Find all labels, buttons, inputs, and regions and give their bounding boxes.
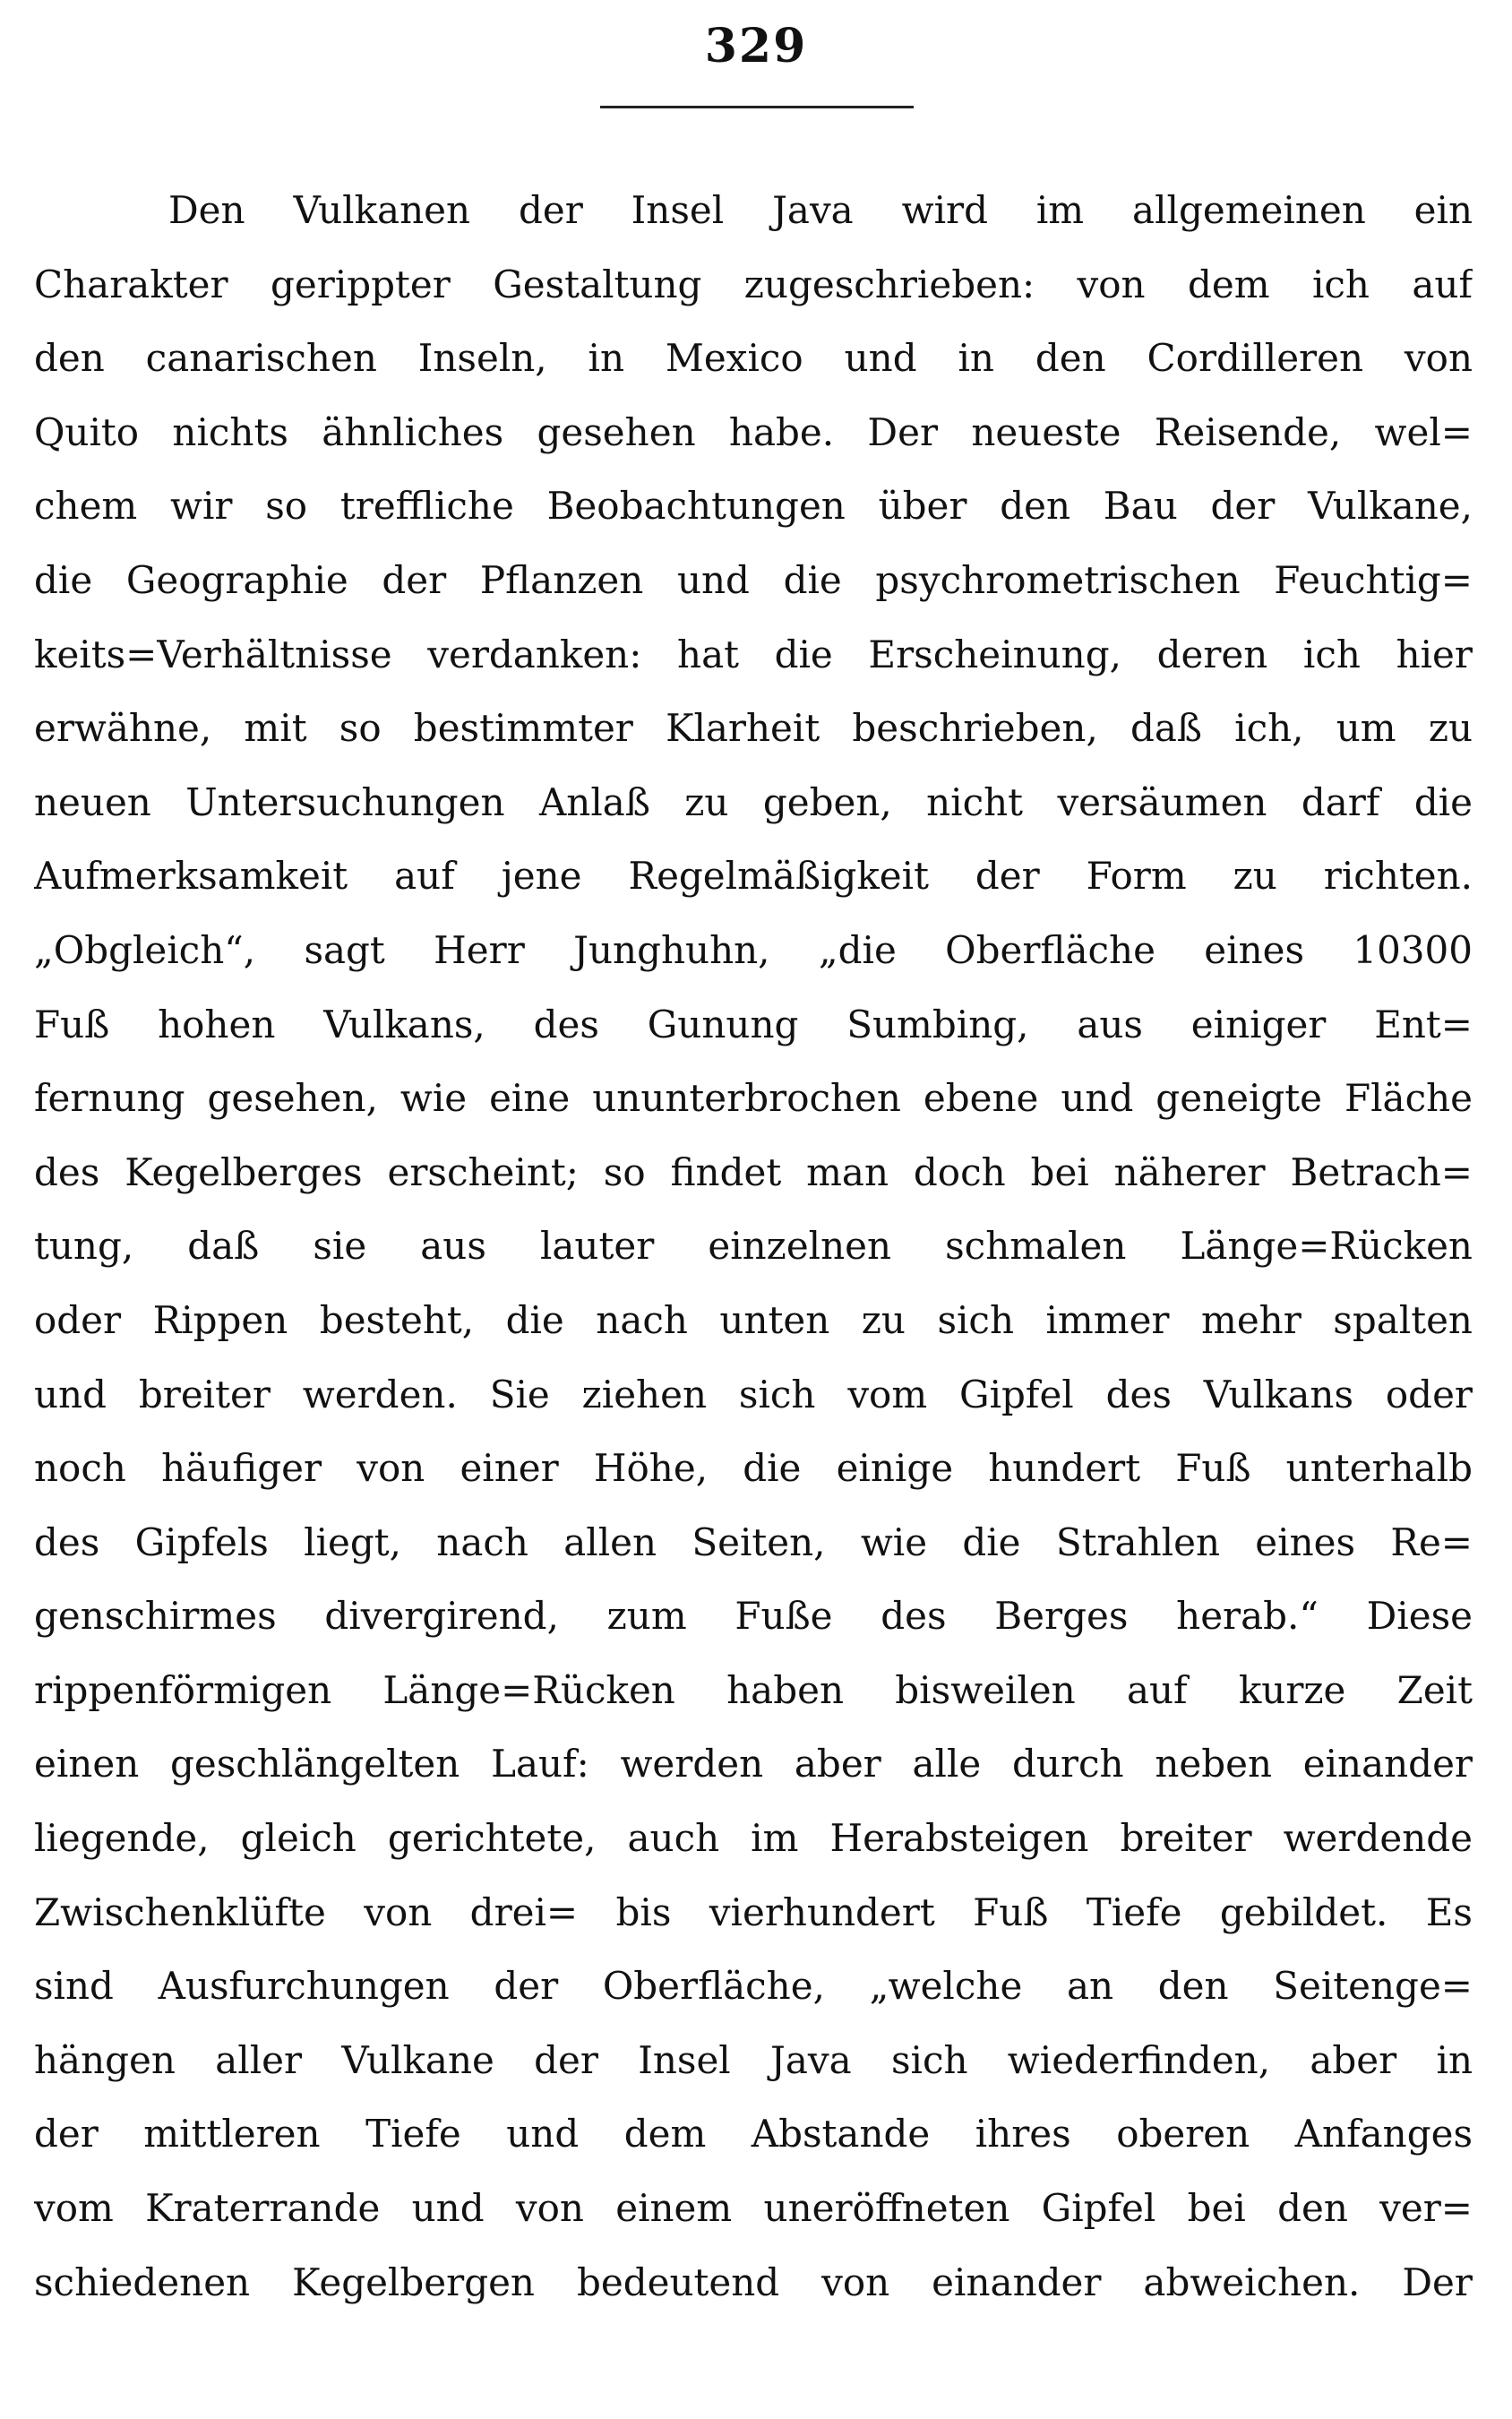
text-line: des Kegelberges erscheint; so findet man doch bei näherer Betrach=	[34, 1149, 1473, 1194]
text-line: fernung gesehen, wie eine ununterbrochen ebene und geneigte Fläche	[34, 1076, 1473, 1121]
text-line: noch häufiger von einer Höhe, die einige hundert Fuß unterhalb	[34, 1446, 1473, 1491]
text-line: die Geographie der Pflanzen und die psychrometrischen Feuchtig=	[34, 557, 1473, 602]
header-rule	[600, 106, 914, 108]
text-line: den canarischen Inseln, in Mexico und in den Cordilleren von	[34, 336, 1473, 381]
text-line: Zwischenklüfte von drei= bis vierhundert Fuß Tiefe gebildet. Es	[34, 1890, 1473, 1934]
text-line: vom Kraterrande und von einem uneröffneten Gipfel bei den ver=	[34, 2186, 1473, 2231]
text-line: Quito nichts ähnliches gesehen habe. Der neueste Reisende, wel=	[34, 409, 1473, 454]
text-line: Den Vulkanen der Insel Java wird im allgemeinen ein	[168, 188, 1473, 232]
text-line: des Gipfels liegt, nach allen Seiten, wie die Strahlen eines Re=	[34, 1519, 1473, 1564]
text-line: sind Ausfurchungen der Oberfläche, „welche an den Seitenge=	[34, 1964, 1473, 2009]
text-line: genschirmes divergirend, zum Fuße des Berges herab.“ Diese	[34, 1594, 1473, 1639]
text-line: chem wir so treffliche Beobachtungen über den Bau der Vulkane,	[34, 484, 1473, 529]
text-line: neuen Untersuchungen Anlaß zu geben, nicht versäumen darf die	[34, 779, 1473, 824]
text-line: und breiter werden. Sie ziehen sich vom Gipfel des Vulkans oder	[34, 1372, 1473, 1416]
text-line: hängen aller Vulkane der Insel Java sich wiederfinden, aber in	[34, 2037, 1473, 2082]
text-line: einen geschlängelten Lauf: werden aber alle durch neben einander	[34, 1742, 1473, 1786]
text-line: der mittleren Tiefe und dem Abstande ihres oberen Anfanges	[34, 2112, 1473, 2156]
text-line: Charakter gerippter Gestaltung zugeschrieben: von dem ich auf	[34, 262, 1473, 306]
page-number: 329	[704, 19, 808, 73]
text-line: „Obgleich“, sagt Herr Junghuhn, „die Oberfläche eines 10300	[34, 927, 1473, 972]
text-line: Fuß hohen Vulkans, des Gunung Sumbing, aus einiger Ent=	[34, 1002, 1473, 1046]
text-line: schiedenen Kegelbergen bedeutend von einander abweichen. Der	[34, 2260, 1473, 2304]
text-line: Aufmerksamkeit auf jene Regelmäßigkeit der Form zu richten.	[34, 854, 1473, 899]
text-line: rippenförmigen Länge=Rücken haben bisweilen auf kurze Zeit	[34, 1667, 1473, 1712]
text-line: oder Rippen besteht, die nach unten zu sich immer mehr spalten	[34, 1297, 1473, 1342]
body-text	[34, 174, 1473, 2320]
text-line: keits=Verhältnisse verdanken: hat die Erscheinung, deren ich hier	[34, 632, 1473, 676]
text-line: erwähne, mit so bestimmter Klarheit beschrieben, daß ich, um zu	[34, 706, 1473, 751]
text-line: liegende, gleich gerichtete, auch im Herabsteigen breiter werdende	[34, 1816, 1473, 1861]
text-line: tung, daß sie aus lauter einzelnen schmalen Länge=Rücken	[34, 1224, 1473, 1269]
